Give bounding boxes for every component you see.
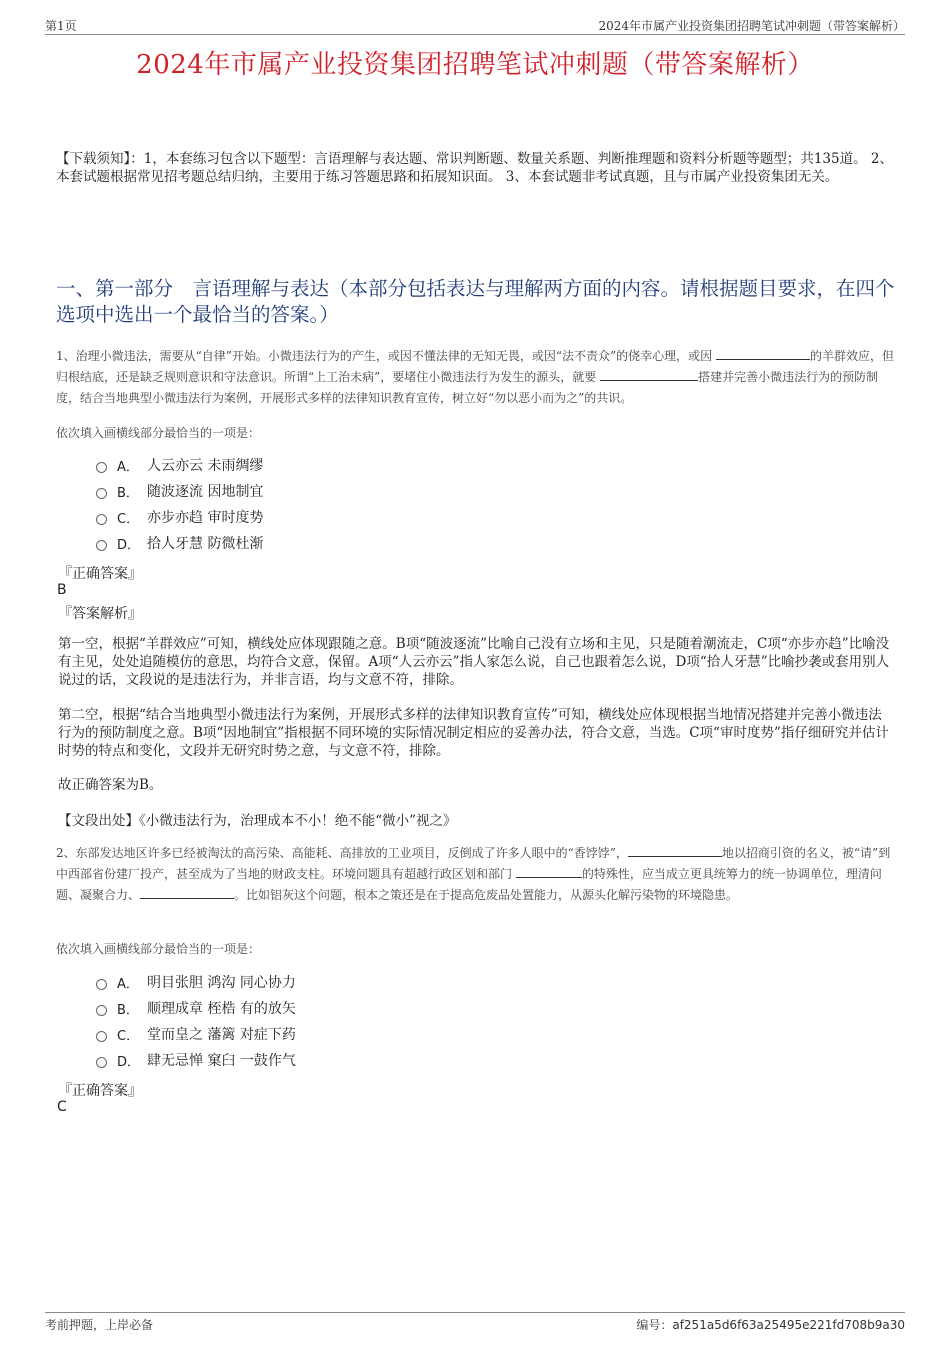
question-2-prompt: 依次填入画横线部分最恰当的一项是： (56, 942, 261, 956)
footer-slogan: 考前押题，上岸必备 (45, 1318, 154, 1332)
answer-label: 『正确答案』 (58, 1083, 142, 1099)
section-heading: 一、第一部分 言语理解与表达（本部分包括表达与理解两方面的内容。请根据题目要求，在四个选项中选出一个最恰当的答案。） (56, 277, 895, 326)
header-doc-title: 2024年市属产业投资集团招聘笔试冲刺题（带答案解析） (598, 19, 905, 33)
analysis-label: 『答案解析』 (58, 606, 142, 622)
question-1-text: 1、治理小微违法，需要从“自律”开始。小微违法行为的产生，或因不懂法律的无知无畏，或因“法不责众”的侥幸心理，或因 的羊群效应，但归根结底，还是缺乏规则意识和守法意识。所谓“上工治未病”，要堵住小微违法行为发生的源头，就要 搭建并完善小微违法行为的预防制度，结合当地典型小微违法行为案例，开展形式多样的法律知识教育宣传，树立好“勿以恶小而为之”的共识。 (56, 349, 895, 405)
fill-blank (716, 347, 810, 360)
option-b[interactable]: B． 随波逐流 因地制宜 (96, 478, 496, 504)
download-notice: 【下载须知】：1，本套练习包含以下题型：言语理解与表达题、常识判断题、数量关系题、判断推理题和资料分析题等题型；共135道。 2、本套试题根据常见招考题总结归纳，主要用于练习答题思路和拓展知识面。 3、本套试题非考试真题，且与市属产业投资集团无关。 (56, 151, 893, 185)
page-footer (45, 1312, 905, 1333)
fill-blank (516, 865, 582, 878)
answer-value: C (57, 1099, 67, 1115)
radio-icon[interactable] (96, 1031, 107, 1042)
analysis-paragraph-1: 第一空，根据“羊群效应”可知，横线处应体现跟随之意。B项“随波逐流”比喻自己没有立场和主见，只是随着潮流走，C项“亦步亦趋”比喻没有主见，处处追随模仿的意思，均符合文意，保留。A项“人云亦云”指人家怎么说，自己也跟着怎么说，D项“拾人牙慧”比喻抄袭或套用别人说过的话，文段说的是违法行为，并非言语，均与文意不符，排除。 (58, 636, 890, 688)
question-2-text: 2、东部发达地区许多已经被淘汰的高污染、高能耗、高排放的工业项目，反倒成了许多人眼中的“香饽饽”， 地以招商引资的名义，被“请”到中西部省份建厂投产，甚至成为了当地的财政支柱。环境问题具有超越行政区划和部门 的特殊性，应当成立更具统筹力的统一协调单位，理清问题、凝聚合力、 。比如铝灰这个问题，根本之策还是在于提高危废品处置能力，从源头化解污染物的环境隐患。 (56, 846, 891, 902)
option-d[interactable]: D． 肆无忌惮 窠臼 一鼓作气 (96, 1047, 496, 1073)
fill-blank (600, 368, 698, 381)
page-number: 第1页 (45, 19, 77, 33)
question-1-prompt: 依次填入画横线部分最恰当的一项是： (56, 426, 261, 440)
analysis-conclusion: 故正确答案为B。 (58, 777, 163, 793)
radio-icon[interactable] (96, 540, 107, 551)
option-c[interactable]: C． 亦步亦趋 审时度势 (96, 504, 496, 530)
document-code: 编号：af251a5d6f63a25495e221fd708b9a30 (636, 1318, 905, 1332)
radio-icon[interactable] (96, 514, 107, 525)
radio-icon[interactable] (96, 462, 107, 473)
document-title: 2024年市属产业投资集团招聘笔试冲刺题（带答案解析） (136, 50, 814, 80)
option-d[interactable]: D． 拾人牙慧 防微杜渐 (96, 530, 496, 556)
radio-icon[interactable] (96, 1057, 107, 1068)
option-c[interactable]: C． 堂而皇之 藩篱 对症下药 (96, 1021, 496, 1047)
answer-label: 『正确答案』 (58, 566, 142, 582)
fill-blank (628, 844, 722, 857)
analysis-paragraph-2: 第二空，根据“结合当地典型小微违法行为案例，开展形式多样的法律知识教育宣传”可知，横线处应体现根据当地情况搭建并完善小微违法行为的预防制度之意。B项“因地制宜”指根据不同环境的实际情况制定相应的妥善办法，符合文意，当选。C项“审时度势”指仔细研究并估计时势的特点和变化，文段并无研究时势之意，与文意不符，排除。 (58, 707, 889, 759)
radio-icon[interactable] (96, 1005, 107, 1016)
question-1-options (96, 452, 496, 556)
page-header (45, 14, 905, 35)
radio-icon[interactable] (96, 488, 107, 499)
question-2-options (96, 969, 496, 1073)
option-b[interactable]: B． 顺理成章 桎梏 有的放矢 (96, 995, 496, 1021)
fill-blank (140, 886, 234, 899)
answer-value: B (57, 582, 67, 598)
radio-icon[interactable] (96, 979, 107, 990)
passage-source: 【文段出处】《小微违法行为，治理成本不小！绝不能“微小”视之》 (58, 813, 457, 829)
option-a[interactable]: A． 明目张胆 鸿沟 同心协力 (96, 969, 496, 995)
option-a[interactable]: A． 人云亦云 未雨绸缪 (96, 452, 496, 478)
